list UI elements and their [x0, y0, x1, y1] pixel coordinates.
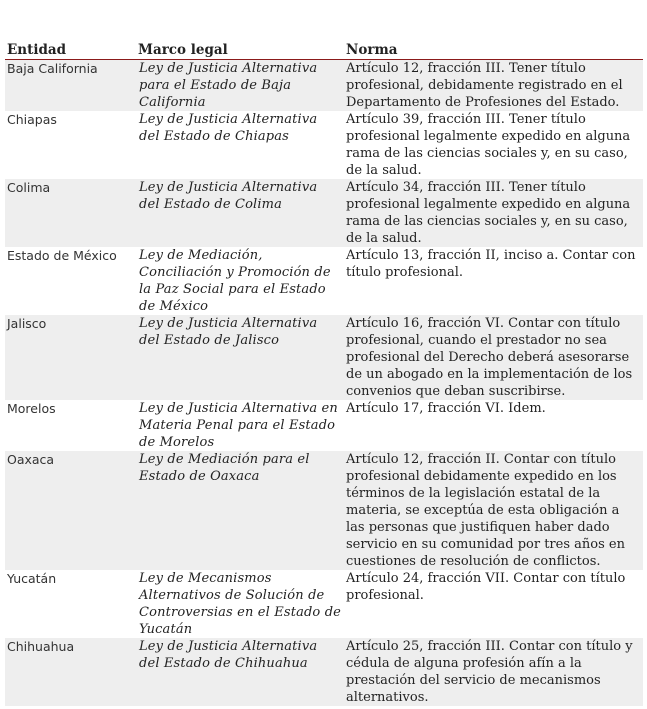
table-row — [5, 400, 643, 451]
norma-cell: Artículo 12, fracción II. Contar con título profesional debidamente expedido en los términos de la legislación estatal de la materia, se exceptúa de esta obligación a las personas que justifiquen haber dado servicio en su comunidad por tres años en cuestiones de resolución de conflictos. — [344, 451, 643, 570]
table-header-row — [5, 42, 643, 60]
table-row — [5, 111, 643, 179]
table-row — [5, 179, 643, 247]
entidad-cell: Chihuahua — [5, 638, 136, 706]
marco-legal-cell: Ley de Mecanismos Alternativos de Solución de Controversias en el Estado de Yucatán — [139, 571, 342, 637]
table-row — [5, 570, 643, 638]
norma-cell: Artículo 34, fracción III. Tener título profesional legalmente expedido en alguna rama de las ciencias sociales y, en su caso, de la salud. — [344, 179, 643, 247]
table-row — [5, 315, 643, 400]
norma-cell: Artículo 16, fracción VI. Contar con título profesional, cuando el prestador no sea profesional del Derecho deberá asesorarse de un abogado en la implementación de los convenios que deban suscribirse. — [344, 315, 643, 400]
marco-legal-cell: Ley de Justicia Alternativa del Estado de Colima — [136, 179, 344, 247]
marco-legal-cell: Ley de Justicia Alternativa del Estado de Chiapas — [139, 112, 318, 144]
table-row — [5, 247, 643, 315]
header-marco-legal: Marco legal — [136, 42, 344, 60]
norma-cell: Artículo 12, fracción III. Tener título profesional, debidamente registrado en el Departamento de Profesiones del Estado. — [344, 60, 643, 112]
table-row — [5, 451, 643, 570]
norma-cell: Artículo 39, fracción III. Tener título profesional legalmente expedido en alguna rama de las ciencias sociales y, en su caso, de la salud. — [346, 112, 631, 178]
entidad-cell: Estado de México — [7, 248, 117, 263]
marco-legal-cell: Ley de Justicia Alternativa para el Estado de Baja California — [136, 60, 344, 112]
entidad-cell: Morelos — [7, 401, 56, 416]
entidad-cell: Oaxaca — [5, 451, 136, 570]
entidad-cell: Colima — [5, 179, 136, 247]
marco-legal-cell: Ley de Justicia Alternativa del Estado de Jalisco — [136, 315, 344, 400]
header-norma: Norma — [344, 42, 643, 60]
entidad-cell: Baja California — [5, 60, 136, 112]
marco-legal-cell: Ley de Mediación para el Estado de Oaxaca — [136, 451, 344, 570]
legal-framework-table — [5, 42, 643, 706]
norma-cell: Artículo 25, fracción III. Contar con título y cédula de alguna profesión afín a la prestación del servicio de mecanismos alternativos. — [344, 638, 643, 706]
marco-legal-cell: Ley de Mediación, Conciliación y Promoción de la Paz Social para el Estado de México — [139, 248, 331, 314]
marco-legal-cell: Ley de Justicia Alternativa del Estado de Chihuahua — [136, 638, 344, 706]
table-row — [5, 60, 643, 112]
entidad-cell: Jalisco — [5, 315, 136, 400]
norma-cell: Artículo 17, fracción VI. Idem. — [346, 401, 546, 416]
header-entidad: Entidad — [5, 42, 136, 60]
norma-cell: Artículo 24, fracción VII. Contar con título profesional. — [346, 571, 626, 603]
entidad-cell: Yucatán — [7, 571, 57, 586]
marco-legal-cell: Ley de Justicia Alternativa en Materia Penal para el Estado de Morelos — [139, 401, 338, 450]
norma-cell: Artículo 13, fracción II, inciso a. Contar con título profesional. — [346, 248, 636, 280]
entidad-cell: Chiapas — [7, 112, 57, 127]
table-row — [5, 638, 643, 706]
